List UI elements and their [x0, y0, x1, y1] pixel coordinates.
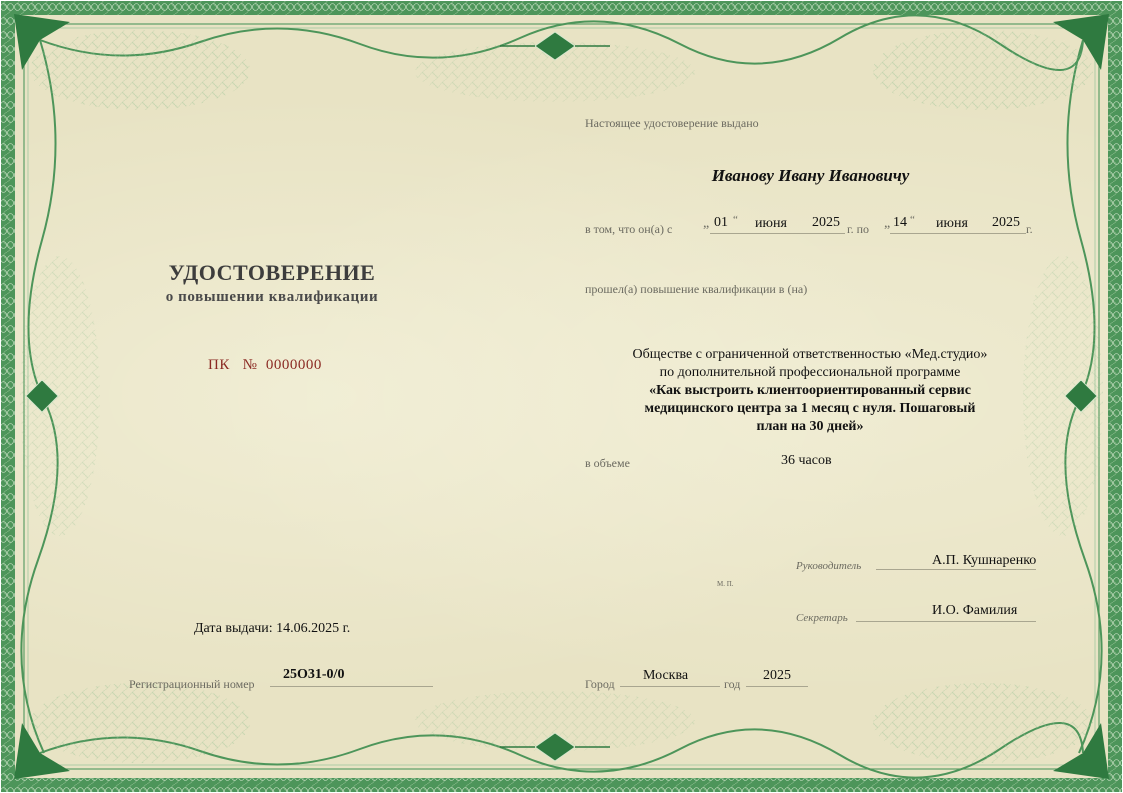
to-month: июня [936, 216, 968, 231]
to-date-underline [890, 233, 1026, 234]
from-close-quote: “ [733, 214, 738, 226]
recipient-name: Иванову Ивану Ивановичу [711, 166, 910, 185]
program-title-line-1: «Как выстроить клиентоориентированный сервис [649, 383, 971, 398]
from-open-quote: „ [703, 216, 710, 231]
program-title-line-3: план на 30 дней» [756, 419, 864, 434]
number-prefix: ПК [208, 357, 230, 373]
city-underline [620, 686, 720, 687]
year-label: год [724, 677, 741, 691]
registration-number: 25О31-0/0 [283, 667, 345, 682]
issue-date-value: 14.06.2025 г. [276, 621, 351, 636]
head-name: А.П. Кушнаренко [932, 553, 1037, 568]
registration-underline [270, 686, 433, 687]
issue-date [194, 621, 350, 637]
secretary-name: И.О. Фамилия [932, 603, 1018, 618]
city-value: Москва [643, 668, 689, 683]
program-description [580, 346, 1040, 436]
program-title-line-2: медицинского центра за 1 месяц с нуля. Пошаговый [644, 401, 976, 416]
from-month: июня [755, 216, 787, 231]
period-prefix: в том, что он(а) с [585, 222, 673, 236]
from-year: 2025 [812, 215, 840, 230]
head-label: Руководитель [796, 560, 862, 572]
city-label: Город [585, 677, 615, 691]
issue-date-label: Дата выдачи: [194, 621, 273, 636]
volume-label: в объеме [585, 456, 630, 470]
head-signature-line [876, 569, 1036, 570]
volume-value: 36 часов [781, 453, 832, 468]
stamp-place-label: М. П. [717, 580, 734, 588]
year-value: 2025 [763, 668, 791, 683]
period-end-label: г. [1026, 222, 1033, 236]
issued-to-label: Настоящее удостоверение выдано [585, 116, 759, 130]
secretary-signature-line [856, 621, 1036, 622]
to-open-quote: „ [884, 216, 891, 231]
number-value: 0000000 [265, 357, 322, 373]
from-day: 01 [714, 215, 728, 230]
to-year: 2025 [992, 215, 1020, 230]
period-to-label: г. по [847, 222, 869, 236]
certificate-subtitle: о повышении квалификации [165, 289, 379, 305]
completed-label: прошел(а) повышение квалификации в (на) [585, 282, 808, 296]
year-underline [746, 686, 808, 687]
certificate-number [208, 357, 322, 374]
organization-line: Обществе с ограниченной ответственностью «Мед.студио» [632, 347, 988, 362]
program-line: по дополнительной профессиональной программе [659, 365, 961, 380]
to-close-quote: “ [910, 214, 915, 226]
to-day: 14 [893, 215, 907, 230]
registration-label: Регистрационный номер [129, 677, 255, 691]
from-date-underline [710, 233, 845, 234]
number-sign: № [242, 357, 258, 373]
secretary-label: Секретарь [796, 612, 848, 624]
certificate-title: УДОСТОВЕРЕНИЕ [168, 260, 376, 285]
